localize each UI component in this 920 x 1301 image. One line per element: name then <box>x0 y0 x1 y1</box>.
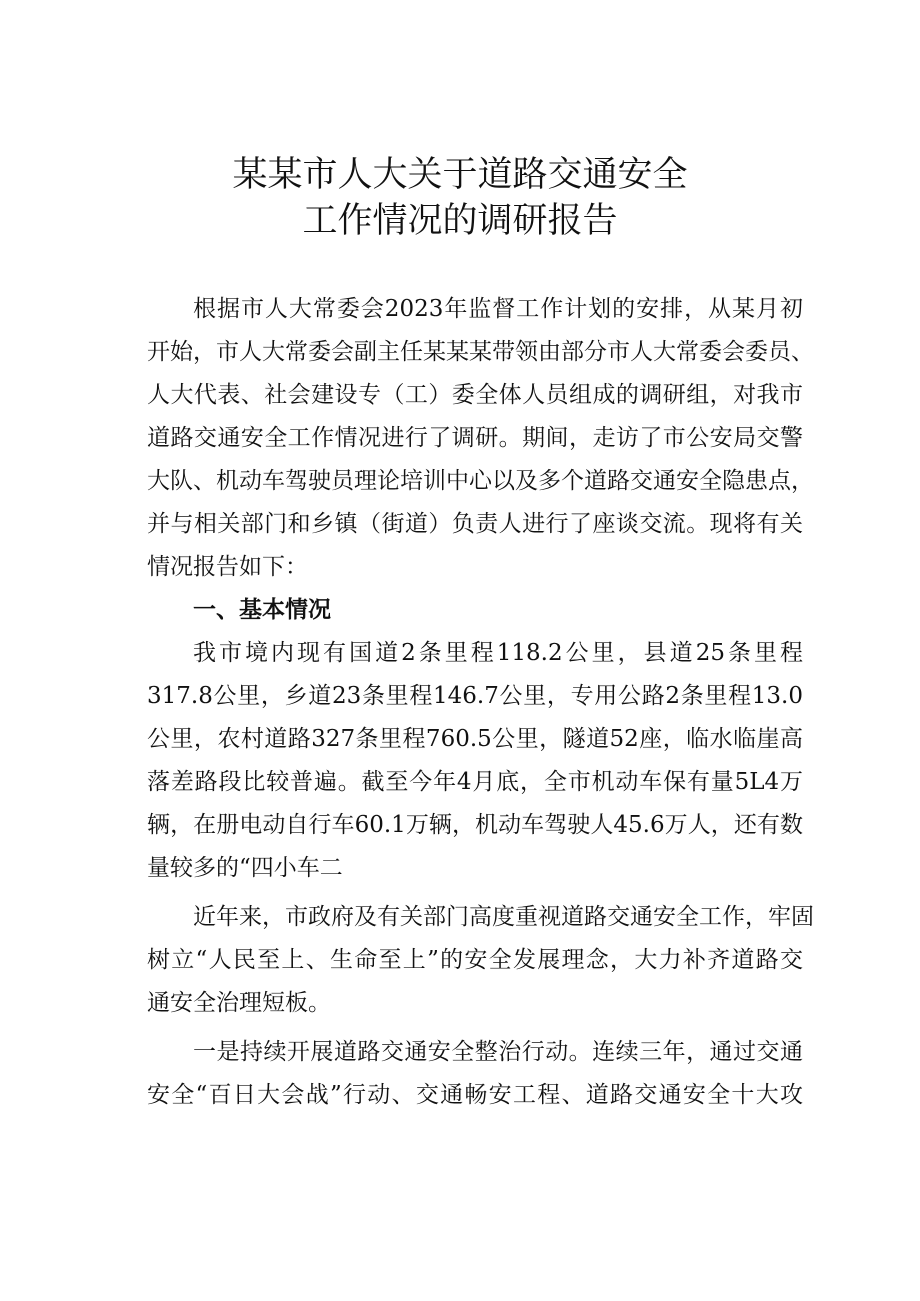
text-line: 一是持续开展道路交通安全整治行动。连续三年，通过交通 <box>193 1039 803 1065</box>
text-line: 我市境内现有国道2条里程118.2公里，县道25条里程 <box>193 640 803 666</box>
text-line: 情况报告如下： <box>147 554 308 580</box>
title-line-2: 工作情况的调研报告 <box>302 201 618 241</box>
paragraph-intro <box>147 288 814 589</box>
text-line: 开始，市人大常委会副主任某某某带领由部分市人大常委会委员、 <box>147 339 814 365</box>
text-line: 树立“人民至上、生命至上”的安全发展理念，大力补齐道路交 <box>147 947 803 973</box>
text-line: 并与相关部门和乡镇（街道）负责人进行了座谈交流。现将有关 <box>147 511 803 537</box>
text-line: 公里，农村道路327条里程760.5公里，隧道52座，临水临崖高 <box>147 726 803 752</box>
text-line: 通安全治理短板。 <box>147 990 331 1016</box>
text-line: 量较多的“四小车二 <box>147 855 343 881</box>
text-line: 辆，在册电动自行车60.1万辆，机动车驾驶人45.6万人，还有数 <box>147 812 803 838</box>
text-line: 道路交通安全工作情况进行了调研。期间，走访了市公安局交警 <box>147 425 803 451</box>
text-line: 根据市人大常委会2023年监督工作计划的安排，从某月初 <box>193 296 803 322</box>
paragraph-first-measure <box>147 1031 803 1117</box>
text-line: 落差路段比较普遍。截至今年4月底，全市机动车保有量5L4万 <box>147 769 803 795</box>
document-body <box>147 288 814 1117</box>
section-heading: 一、基本情况 <box>193 597 331 623</box>
paragraph-recent-years <box>147 896 814 1025</box>
paragraph-basic-info <box>147 632 803 890</box>
text-line: 安全“百日大会战”行动、交通畅安工程、道路交通安全十大攻 <box>147 1082 803 1108</box>
text-line: 317.8公里，乡道23条里程146.7公里，专用公路2条里程13.0 <box>147 683 803 709</box>
document-title <box>146 152 774 244</box>
text-line: 近年来，市政府及有关部门高度重视道路交通安全工作，牢固 <box>193 904 814 930</box>
text-line: 人大代表、社会建设专（工）委全体人员组成的调研组，对我市 <box>147 382 803 408</box>
text-line: 大队、机动车驾驶员理论培训中心以及多个道路交通安全隐患点， <box>147 468 814 494</box>
title-line-1: 某某市人大关于道路交通安全 <box>232 155 688 195</box>
